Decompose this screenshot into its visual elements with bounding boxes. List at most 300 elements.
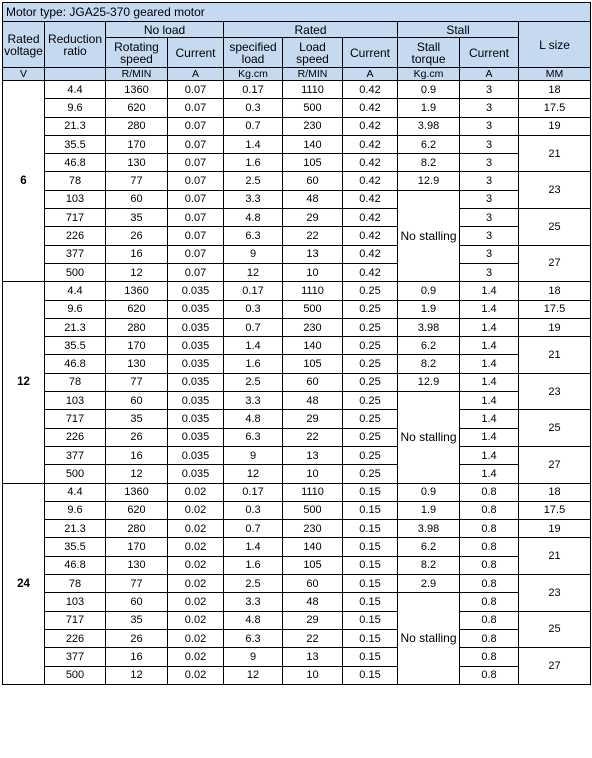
- reduction-ratio-cell: 500: [45, 666, 106, 684]
- rated-voltage-cell: 24: [3, 483, 45, 684]
- load-speed-cell: 1110: [283, 282, 343, 300]
- no-load-speed-cell: 26: [106, 428, 168, 446]
- stall-current-cell: 3: [460, 190, 519, 208]
- l-size-cell: 18: [519, 282, 591, 300]
- rated-current-cell: 0.25: [343, 465, 398, 483]
- unit-stall-torque: Kg.cm: [398, 68, 460, 81]
- stall-current-cell: 3: [460, 227, 519, 245]
- header-stall-current: Current: [460, 38, 519, 68]
- l-size-cell: 18: [519, 483, 591, 501]
- stall-current-cell: 0.8: [460, 483, 519, 501]
- rated-current-cell: 0.15: [343, 501, 398, 519]
- reduction-ratio-cell: 717: [45, 410, 106, 428]
- rated-current-cell: 0.25: [343, 318, 398, 336]
- table-row: [3, 575, 591, 593]
- rated-current-cell: 0.25: [343, 410, 398, 428]
- load-speed-cell: 500: [283, 99, 343, 117]
- specified-load-cell: 4.8: [224, 410, 283, 428]
- no-load-speed-cell: 16: [106, 446, 168, 464]
- load-speed-cell: 230: [283, 520, 343, 538]
- specified-load-cell: 2.5: [224, 575, 283, 593]
- specified-load-cell: 1.4: [224, 337, 283, 355]
- rated-current-cell: 0.42: [343, 117, 398, 135]
- rated-current-cell: 0.25: [343, 446, 398, 464]
- table-row: [3, 154, 591, 172]
- reduction-ratio-cell: 226: [45, 629, 106, 647]
- l-size-cell: 18: [519, 81, 591, 99]
- no-load-current-cell: 0.07: [168, 154, 224, 172]
- specified-load-cell: 3.3: [224, 190, 283, 208]
- rated-current-cell: 0.42: [343, 245, 398, 263]
- no-load-current-cell: 0.02: [168, 666, 224, 684]
- header-load-speed: Load speed: [283, 38, 343, 68]
- no-load-current-cell: 0.07: [168, 245, 224, 263]
- stall-current-cell: 0.8: [460, 666, 519, 684]
- reduction-ratio-cell: 103: [45, 190, 106, 208]
- header-rated-current: Current: [343, 38, 398, 68]
- table-row: [3, 172, 591, 190]
- specified-load-cell: 6.3: [224, 428, 283, 446]
- no-load-current-cell: 0.07: [168, 263, 224, 281]
- no-load-current-cell: 0.02: [168, 593, 224, 611]
- reduction-ratio-cell: 377: [45, 648, 106, 666]
- load-speed-cell: 1110: [283, 483, 343, 501]
- stall-current-cell: 3: [460, 172, 519, 190]
- no-stalling-cell: No stalling: [398, 593, 460, 684]
- unit-stall-current: A: [460, 68, 519, 81]
- rated-current-cell: 0.15: [343, 611, 398, 629]
- reduction-ratio-cell: 4.4: [45, 483, 106, 501]
- reduction-ratio-cell: 21.3: [45, 318, 106, 336]
- no-load-current-cell: 0.07: [168, 190, 224, 208]
- stall-current-cell: 0.8: [460, 520, 519, 538]
- stall-current-cell: 1.4: [460, 373, 519, 391]
- specified-load-cell: 0.17: [224, 81, 283, 99]
- unit-load-speed: R/MIN: [283, 68, 343, 81]
- no-load-speed-cell: 1360: [106, 81, 168, 99]
- stall-torque-cell: 3.98: [398, 117, 460, 135]
- header-l-size: L size: [519, 22, 591, 68]
- no-load-speed-cell: 16: [106, 245, 168, 263]
- load-speed-cell: 140: [283, 538, 343, 556]
- stall-torque-cell: 1.9: [398, 300, 460, 318]
- no-load-speed-cell: 26: [106, 629, 168, 647]
- stall-torque-cell: 6.2: [398, 538, 460, 556]
- reduction-ratio-cell: 46.8: [45, 355, 106, 373]
- no-load-speed-cell: 130: [106, 355, 168, 373]
- header-rated: Rated: [224, 22, 398, 38]
- table-row: [3, 227, 591, 245]
- table-row: [3, 648, 591, 666]
- no-stalling-cell: No stalling: [398, 392, 460, 483]
- load-speed-cell: 10: [283, 666, 343, 684]
- table-row: [3, 538, 591, 556]
- l-size-cell: 25: [519, 209, 591, 246]
- reduction-ratio-cell: 377: [45, 245, 106, 263]
- no-load-speed-cell: 620: [106, 99, 168, 117]
- specified-load-cell: 4.8: [224, 209, 283, 227]
- specified-load-cell: 9: [224, 245, 283, 263]
- rated-current-cell: 0.42: [343, 227, 398, 245]
- stall-current-cell: 0.8: [460, 538, 519, 556]
- table-row: [3, 282, 591, 300]
- no-load-current-cell: 0.035: [168, 410, 224, 428]
- specified-load-cell: 0.7: [224, 318, 283, 336]
- reduction-ratio-cell: 377: [45, 446, 106, 464]
- specified-load-cell: 3.3: [224, 392, 283, 410]
- table-row: [3, 117, 591, 135]
- header-specified-load: specified load: [224, 38, 283, 68]
- reduction-ratio-cell: 9.6: [45, 99, 106, 117]
- reduction-ratio-cell: 4.4: [45, 282, 106, 300]
- stall-torque-cell: 3.98: [398, 520, 460, 538]
- load-speed-cell: 10: [283, 263, 343, 281]
- unit-length: MM: [519, 68, 591, 81]
- no-load-current-cell: 0.02: [168, 556, 224, 574]
- load-speed-cell: 60: [283, 172, 343, 190]
- header-stall: Stall: [398, 22, 519, 38]
- table-row: [3, 520, 591, 538]
- load-speed-cell: 48: [283, 593, 343, 611]
- reduction-ratio-cell: 78: [45, 575, 106, 593]
- rated-current-cell: 0.42: [343, 154, 398, 172]
- load-speed-cell: 105: [283, 154, 343, 172]
- table-row: [3, 666, 591, 684]
- no-load-current-cell: 0.07: [168, 135, 224, 153]
- load-speed-cell: 22: [283, 428, 343, 446]
- rated-voltage-cell: 12: [3, 282, 45, 483]
- table-row: [3, 318, 591, 336]
- load-speed-cell: 29: [283, 611, 343, 629]
- no-load-current-cell: 0.02: [168, 483, 224, 501]
- no-load-current-cell: 0.035: [168, 318, 224, 336]
- reduction-ratio-cell: 35.5: [45, 337, 106, 355]
- reduction-ratio-cell: 35.5: [45, 135, 106, 153]
- no-load-speed-cell: 77: [106, 373, 168, 391]
- stall-current-cell: 0.8: [460, 611, 519, 629]
- stall-current-cell: 3: [460, 154, 519, 172]
- no-load-current-cell: 0.02: [168, 648, 224, 666]
- no-load-current-cell: 0.035: [168, 300, 224, 318]
- load-speed-cell: 29: [283, 410, 343, 428]
- reduction-ratio-cell: 500: [45, 263, 106, 281]
- load-speed-cell: 500: [283, 300, 343, 318]
- stall-current-cell: 3: [460, 117, 519, 135]
- l-size-cell: 17.5: [519, 300, 591, 318]
- table-row: [3, 410, 591, 428]
- no-load-speed-cell: 1360: [106, 282, 168, 300]
- no-load-current-cell: 0.07: [168, 227, 224, 245]
- stall-current-cell: 1.4: [460, 410, 519, 428]
- specified-load-cell: 12: [224, 465, 283, 483]
- l-size-cell: 19: [519, 318, 591, 336]
- specified-load-cell: 1.6: [224, 154, 283, 172]
- specified-load-cell: 0.3: [224, 99, 283, 117]
- table-row: [3, 611, 591, 629]
- no-load-speed-cell: 1360: [106, 483, 168, 501]
- rated-current-cell: 0.15: [343, 666, 398, 684]
- table-row: [3, 483, 591, 501]
- specified-load-cell: 0.17: [224, 483, 283, 501]
- load-speed-cell: 13: [283, 245, 343, 263]
- no-load-speed-cell: 170: [106, 337, 168, 355]
- rated-voltage-cell: 6: [3, 81, 45, 282]
- no-load-speed-cell: 620: [106, 501, 168, 519]
- l-size-cell: 21: [519, 538, 591, 575]
- load-speed-cell: 48: [283, 190, 343, 208]
- specified-load-cell: 0.3: [224, 300, 283, 318]
- stall-torque-cell: 1.9: [398, 99, 460, 117]
- stall-torque-cell: 6.2: [398, 135, 460, 153]
- specified-load-cell: 0.17: [224, 282, 283, 300]
- table-row: [3, 263, 591, 281]
- no-load-speed-cell: 35: [106, 611, 168, 629]
- stall-current-cell: 0.8: [460, 648, 519, 666]
- reduction-ratio-cell: 78: [45, 172, 106, 190]
- load-speed-cell: 22: [283, 629, 343, 647]
- rated-current-cell: 0.15: [343, 575, 398, 593]
- no-load-speed-cell: 130: [106, 556, 168, 574]
- stall-torque-cell: 2.9: [398, 575, 460, 593]
- table-row: [3, 446, 591, 464]
- table-row: [3, 81, 591, 99]
- header-reduction-ratio: Reduction ratio: [45, 22, 106, 68]
- l-size-cell: 19: [519, 117, 591, 135]
- no-load-speed-cell: 12: [106, 263, 168, 281]
- no-load-current-cell: 0.02: [168, 520, 224, 538]
- stall-torque-cell: 3.98: [398, 318, 460, 336]
- rated-current-cell: 0.42: [343, 209, 398, 227]
- motor-spec-table: [2, 2, 591, 685]
- no-load-speed-cell: 60: [106, 593, 168, 611]
- reduction-ratio-cell: 717: [45, 611, 106, 629]
- no-load-current-cell: 0.07: [168, 99, 224, 117]
- rated-current-cell: 0.42: [343, 81, 398, 99]
- specified-load-cell: 0.7: [224, 520, 283, 538]
- specified-load-cell: 1.4: [224, 538, 283, 556]
- specified-load-cell: 6.3: [224, 629, 283, 647]
- table-row: [3, 99, 591, 117]
- unit-ratio-blank: [45, 68, 106, 81]
- l-size-cell: 21: [519, 135, 591, 172]
- load-speed-cell: 230: [283, 318, 343, 336]
- l-size-cell: 23: [519, 373, 591, 410]
- reduction-ratio-cell: 78: [45, 373, 106, 391]
- header-rotating-speed: Rotating speed: [106, 38, 168, 68]
- rated-current-cell: 0.15: [343, 556, 398, 574]
- stall-current-cell: 3: [460, 99, 519, 117]
- no-load-current-cell: 0.02: [168, 611, 224, 629]
- rated-current-cell: 0.15: [343, 483, 398, 501]
- table-row: [3, 629, 591, 647]
- no-load-current-cell: 0.035: [168, 337, 224, 355]
- no-load-speed-cell: 26: [106, 227, 168, 245]
- load-speed-cell: 230: [283, 117, 343, 135]
- stall-current-cell: 1.4: [460, 282, 519, 300]
- l-size-cell: 25: [519, 611, 591, 648]
- rated-current-cell: 0.25: [343, 373, 398, 391]
- table-row: [3, 428, 591, 446]
- l-size-cell: 19: [519, 520, 591, 538]
- specified-load-cell: 9: [224, 648, 283, 666]
- l-size-cell: 23: [519, 575, 591, 612]
- no-load-speed-cell: 130: [106, 154, 168, 172]
- no-load-current-cell: 0.035: [168, 392, 224, 410]
- load-speed-cell: 60: [283, 575, 343, 593]
- reduction-ratio-cell: 9.6: [45, 501, 106, 519]
- load-speed-cell: 105: [283, 355, 343, 373]
- no-load-current-cell: 0.02: [168, 501, 224, 519]
- specified-load-cell: 0.3: [224, 501, 283, 519]
- load-speed-cell: 140: [283, 337, 343, 355]
- stall-current-cell: 3: [460, 263, 519, 281]
- stall-current-cell: 0.8: [460, 593, 519, 611]
- rated-current-cell: 0.42: [343, 99, 398, 117]
- specified-load-cell: 12: [224, 666, 283, 684]
- no-load-current-cell: 0.035: [168, 428, 224, 446]
- l-size-cell: 27: [519, 245, 591, 282]
- rated-current-cell: 0.42: [343, 190, 398, 208]
- table-row: [3, 392, 591, 410]
- reduction-ratio-cell: 103: [45, 593, 106, 611]
- reduction-ratio-cell: 21.3: [45, 117, 106, 135]
- stall-current-cell: 3: [460, 209, 519, 227]
- rated-current-cell: 0.25: [343, 355, 398, 373]
- no-load-speed-cell: 280: [106, 318, 168, 336]
- stall-current-cell: 1.4: [460, 355, 519, 373]
- reduction-ratio-cell: 226: [45, 428, 106, 446]
- no-load-speed-cell: 170: [106, 135, 168, 153]
- specified-load-cell: 1.6: [224, 355, 283, 373]
- l-size-cell: 21: [519, 337, 591, 374]
- stall-torque-cell: 8.2: [398, 556, 460, 574]
- unit-rated-current: A: [343, 68, 398, 81]
- no-load-speed-cell: 60: [106, 190, 168, 208]
- no-load-speed-cell: 170: [106, 538, 168, 556]
- no-stalling-cell: No stalling: [398, 190, 460, 281]
- table-row: [3, 593, 591, 611]
- no-load-current-cell: 0.07: [168, 81, 224, 99]
- l-size-cell: 27: [519, 446, 591, 483]
- stall-torque-cell: 12.9: [398, 172, 460, 190]
- rated-current-cell: 0.15: [343, 629, 398, 647]
- no-load-current-cell: 0.035: [168, 355, 224, 373]
- no-load-speed-cell: 77: [106, 575, 168, 593]
- no-load-speed-cell: 620: [106, 300, 168, 318]
- reduction-ratio-cell: 46.8: [45, 154, 106, 172]
- load-speed-cell: 22: [283, 227, 343, 245]
- l-size-cell: 23: [519, 172, 591, 209]
- specified-load-cell: 1.4: [224, 135, 283, 153]
- stall-current-cell: 0.8: [460, 575, 519, 593]
- no-load-current-cell: 0.035: [168, 282, 224, 300]
- unit-no-load-speed: R/MIN: [106, 68, 168, 81]
- table-row: [3, 373, 591, 391]
- no-load-current-cell: 0.07: [168, 117, 224, 135]
- stall-current-cell: 0.8: [460, 556, 519, 574]
- rated-current-cell: 0.25: [343, 300, 398, 318]
- no-load-speed-cell: 77: [106, 172, 168, 190]
- header-stall-torque: Stall torque: [398, 38, 460, 68]
- reduction-ratio-cell: 500: [45, 465, 106, 483]
- load-speed-cell: 1110: [283, 81, 343, 99]
- no-load-current-cell: 0.02: [168, 629, 224, 647]
- unit-no-load-current: A: [168, 68, 224, 81]
- reduction-ratio-cell: 21.3: [45, 520, 106, 538]
- reduction-ratio-cell: 35.5: [45, 538, 106, 556]
- table-row: [3, 209, 591, 227]
- rated-current-cell: 0.15: [343, 538, 398, 556]
- l-size-cell: 17.5: [519, 501, 591, 519]
- stall-current-cell: 3: [460, 135, 519, 153]
- no-load-current-cell: 0.035: [168, 373, 224, 391]
- specified-load-cell: 0.7: [224, 117, 283, 135]
- specified-load-cell: 1.6: [224, 556, 283, 574]
- specified-load-cell: 2.5: [224, 373, 283, 391]
- load-speed-cell: 60: [283, 373, 343, 391]
- stall-current-cell: 1.4: [460, 300, 519, 318]
- rated-current-cell: 0.42: [343, 172, 398, 190]
- stall-current-cell: 0.8: [460, 629, 519, 647]
- rated-current-cell: 0.25: [343, 337, 398, 355]
- l-size-cell: 17.5: [519, 99, 591, 117]
- load-speed-cell: 10: [283, 465, 343, 483]
- rated-current-cell: 0.25: [343, 392, 398, 410]
- no-load-speed-cell: 60: [106, 392, 168, 410]
- table-row: [3, 245, 591, 263]
- stall-current-cell: 1.4: [460, 465, 519, 483]
- table-row: [3, 556, 591, 574]
- no-load-current-cell: 0.035: [168, 465, 224, 483]
- table-row: [3, 337, 591, 355]
- table-row: [3, 190, 591, 208]
- unit-load: Kg.cm: [224, 68, 283, 81]
- header-no-load-current: Current: [168, 38, 224, 68]
- stall-torque-cell: 0.9: [398, 483, 460, 501]
- load-speed-cell: 13: [283, 648, 343, 666]
- rated-current-cell: 0.25: [343, 428, 398, 446]
- load-speed-cell: 29: [283, 209, 343, 227]
- reduction-ratio-cell: 9.6: [45, 300, 106, 318]
- stall-current-cell: 0.8: [460, 501, 519, 519]
- header-rated-voltage: Rated voltage: [3, 22, 45, 68]
- specified-load-cell: 12: [224, 263, 283, 281]
- reduction-ratio-cell: 226: [45, 227, 106, 245]
- stall-current-cell: 1.4: [460, 337, 519, 355]
- stall-torque-cell: 12.9: [398, 373, 460, 391]
- stall-current-cell: 1.4: [460, 428, 519, 446]
- table-row: [3, 465, 591, 483]
- specified-load-cell: 4.8: [224, 611, 283, 629]
- load-speed-cell: 140: [283, 135, 343, 153]
- header-no-load: No load: [106, 22, 224, 38]
- load-speed-cell: 500: [283, 501, 343, 519]
- l-size-cell: 25: [519, 410, 591, 447]
- no-load-speed-cell: 12: [106, 666, 168, 684]
- table-title: Motor type: JGA25-370 geared motor: [3, 3, 591, 22]
- no-load-current-cell: 0.07: [168, 172, 224, 190]
- no-load-speed-cell: 12: [106, 465, 168, 483]
- no-load-speed-cell: 35: [106, 209, 168, 227]
- rated-current-cell: 0.15: [343, 648, 398, 666]
- stall-torque-cell: 8.2: [398, 154, 460, 172]
- table-row: [3, 300, 591, 318]
- load-speed-cell: 48: [283, 392, 343, 410]
- no-load-current-cell: 0.02: [168, 538, 224, 556]
- l-size-cell: 27: [519, 648, 591, 685]
- specified-load-cell: 9: [224, 446, 283, 464]
- no-load-speed-cell: 16: [106, 648, 168, 666]
